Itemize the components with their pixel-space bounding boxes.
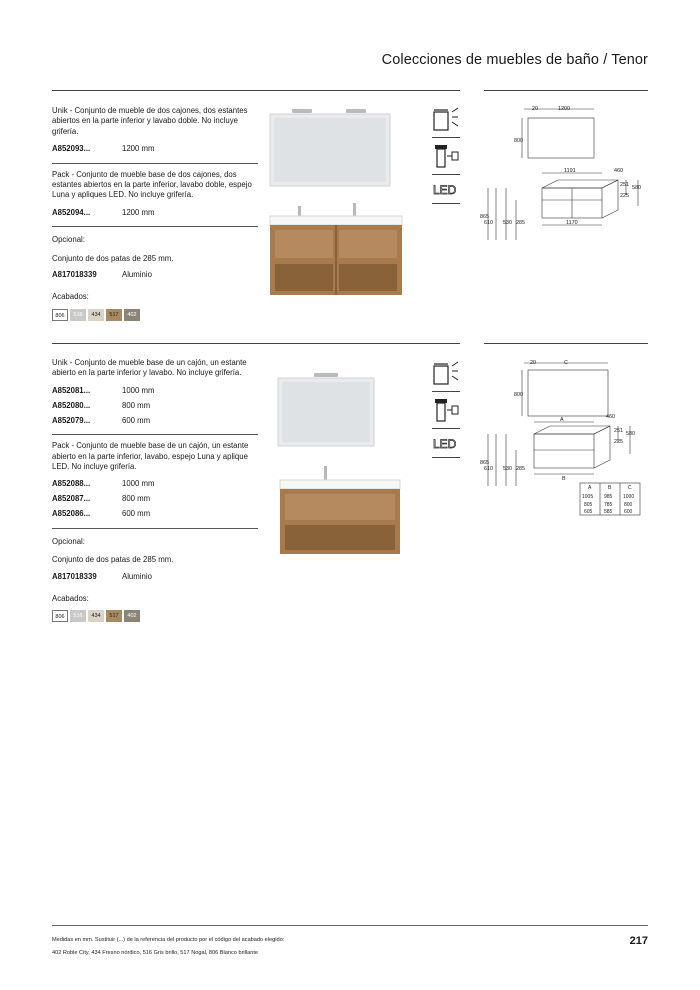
dimension-label: 460 — [606, 414, 615, 420]
separator — [52, 434, 258, 435]
reference-size: 1200 mm — [122, 144, 155, 154]
dimension-label: 285 — [516, 220, 525, 226]
dimension-label: 1191 — [564, 168, 576, 174]
reference-size: 1200 mm — [122, 207, 155, 217]
dimension-label: 1170 — [566, 220, 578, 226]
dimension-label: 251 — [620, 182, 629, 188]
dimension-label: B — [562, 476, 566, 482]
reference-code: A817018339 — [52, 571, 97, 581]
reference-size: 800 mm — [122, 494, 151, 504]
finish-swatch: 516 — [70, 309, 86, 321]
divider — [484, 90, 648, 91]
dimension-label: 580 — [626, 431, 635, 437]
product-description: Pack - Conjunto de mueble base de un cajón, un estante abierto en la parte inferior, lavabo, espejo Luna y aplique LED. No incluye grifería. — [52, 441, 249, 472]
reference-row — [52, 208, 258, 218]
dimension-label: 800 — [514, 392, 523, 398]
table-cell: 585 — [604, 509, 613, 515]
divider — [252, 90, 460, 91]
dimension-label: 1200 — [558, 106, 570, 112]
separator — [432, 137, 460, 138]
dimension-label: 251 — [614, 428, 623, 434]
reference-code: A852081... — [52, 385, 91, 395]
divider — [52, 343, 258, 344]
finish-swatch: 517 — [106, 309, 122, 321]
technical-drawing-sizes — [478, 356, 650, 522]
product-description: Unik - Conjunto de mueble de dos cajones, dos estantes abiertos en la parte inferior y lavabo doble. No incluye grifería. — [52, 106, 248, 136]
table-header: A — [588, 485, 592, 491]
reference-code: A852094... — [52, 207, 91, 217]
finish-swatch: 434 — [88, 309, 104, 321]
finish-swatches — [52, 309, 258, 321]
reference-size: 600 mm — [122, 509, 151, 519]
reference-row — [52, 479, 258, 489]
mirror-light-icon — [432, 104, 460, 134]
finish-swatches — [52, 610, 258, 622]
table-cell: 805 — [584, 502, 593, 508]
reference-code: A817018339 — [52, 270, 97, 280]
reference-row — [52, 270, 258, 280]
led-label: LED — [433, 183, 457, 197]
table-cell: 1000 — [623, 494, 635, 500]
wall-light-plug-icon — [432, 395, 460, 425]
led-icon — [432, 432, 460, 454]
reference-size: 1000 mm — [122, 385, 155, 395]
separator — [52, 163, 258, 164]
optional-label: Opcional: — [52, 235, 85, 245]
finishes-label: Acabados: — [52, 292, 89, 302]
separator — [52, 528, 258, 529]
page-number: 217 — [629, 935, 648, 947]
product-description: Unik - Conjunto de mueble base de un cajón, un estante abierto en la parte inferior y lavabo. No incluye grifería. — [52, 358, 247, 378]
finish-swatch: 806 — [52, 309, 68, 321]
optional-description: Conjunto de dos patas de 285 mm. — [52, 555, 174, 565]
dimension-label: C — [564, 360, 568, 366]
table-header: C — [628, 485, 632, 491]
table-cell: 800 — [624, 502, 633, 508]
finish-swatch: 402 — [124, 610, 140, 622]
product-photo-single-vanity — [270, 370, 410, 560]
reference-code: A852086... — [52, 509, 91, 519]
reference-row — [52, 144, 258, 154]
dimension-label: 285 — [516, 466, 525, 472]
wall-light-plug-icon — [432, 141, 460, 171]
led-label: LED — [433, 437, 457, 451]
dimension-label: 225 — [620, 193, 629, 199]
reference-size: 600 mm — [122, 415, 151, 425]
reference-row — [52, 494, 258, 504]
separator — [52, 226, 258, 227]
feature-icons — [432, 104, 460, 207]
reference-size: 1000 mm — [122, 479, 155, 489]
dimension-label: 460 — [614, 168, 623, 174]
divider — [484, 343, 648, 344]
dimension-label: 865 — [480, 460, 489, 466]
table-header: B — [608, 485, 612, 491]
dimension-label: 610 — [484, 220, 493, 226]
product-photo-double-vanity — [262, 104, 412, 300]
footer-divider — [52, 925, 648, 926]
finish-swatch: 806 — [52, 610, 68, 622]
separator — [432, 203, 460, 204]
dimension-label: 530 — [503, 466, 512, 472]
finish-swatch: 516 — [70, 610, 86, 622]
reference-code: A852088... — [52, 479, 91, 489]
table-cell: 985 — [604, 494, 613, 500]
finish-swatch: 434 — [88, 610, 104, 622]
table-cell: 1005 — [582, 494, 594, 500]
footer-note: Medidas en mm. Sustituir (...) de la referencia del producto por el código del acabado elegido: — [52, 937, 285, 943]
page-title: Colecciones de muebles de baño / Tenor — [381, 52, 648, 68]
separator — [432, 174, 460, 175]
reference-finish: Aluminio — [122, 571, 152, 581]
divider — [52, 90, 258, 91]
technical-drawing-1200 — [478, 100, 650, 240]
product-description: Pack - Conjunto de mueble base de dos cajones, dos estantes abiertos en la parte inferior, lavabo doble, espejo Luna y apliques LED. No incluye grifería. — [52, 169, 252, 200]
section-2-text — [52, 358, 258, 622]
dimension-label: 530 — [503, 220, 512, 226]
divider — [252, 343, 460, 344]
finish-swatch: 402 — [124, 309, 140, 321]
dimension-label: 20 — [532, 106, 538, 112]
table-cell: 785 — [604, 502, 613, 508]
table-cell: 600 — [624, 509, 633, 515]
reference-code: A852079... — [52, 415, 91, 425]
reference-code: A852080... — [52, 400, 91, 410]
reference-code: A852087... — [52, 494, 91, 504]
reference-size: 800 mm — [122, 400, 151, 410]
optional-description: Conjunto de dos patas de 285 mm. — [52, 253, 174, 263]
finishes-label: Acabados: — [52, 594, 89, 604]
dimension-label: 20 — [530, 360, 536, 366]
section-1-text — [52, 106, 258, 321]
separator — [432, 428, 460, 429]
feature-icons — [432, 358, 460, 461]
dimension-label: 580 — [632, 185, 641, 191]
separator — [432, 391, 460, 392]
reference-code: A852093... — [52, 144, 91, 154]
dimension-label: 865 — [480, 214, 489, 220]
led-icon — [432, 178, 460, 200]
mirror-light-icon — [432, 358, 460, 388]
dimension-label: A — [560, 417, 564, 423]
dimension-label: 225 — [614, 439, 623, 445]
reference-finish: Aluminio — [122, 270, 152, 280]
optional-label: Opcional: — [52, 536, 85, 546]
reference-row — [52, 386, 258, 396]
table-cell: 605 — [584, 509, 593, 515]
reference-row — [52, 401, 258, 411]
dimension-label: 610 — [484, 466, 493, 472]
footer-finishes-note: 402 Roble City, 434 Fresno nórdico, 516 Gris brillo, 517 Nogal, 806 Blanco brillante — [52, 950, 259, 956]
reference-row — [52, 509, 258, 519]
dimension-label: 800 — [514, 138, 523, 144]
separator — [432, 457, 460, 458]
reference-row — [52, 416, 258, 426]
finish-swatch: 517 — [106, 610, 122, 622]
reference-row — [52, 572, 258, 582]
